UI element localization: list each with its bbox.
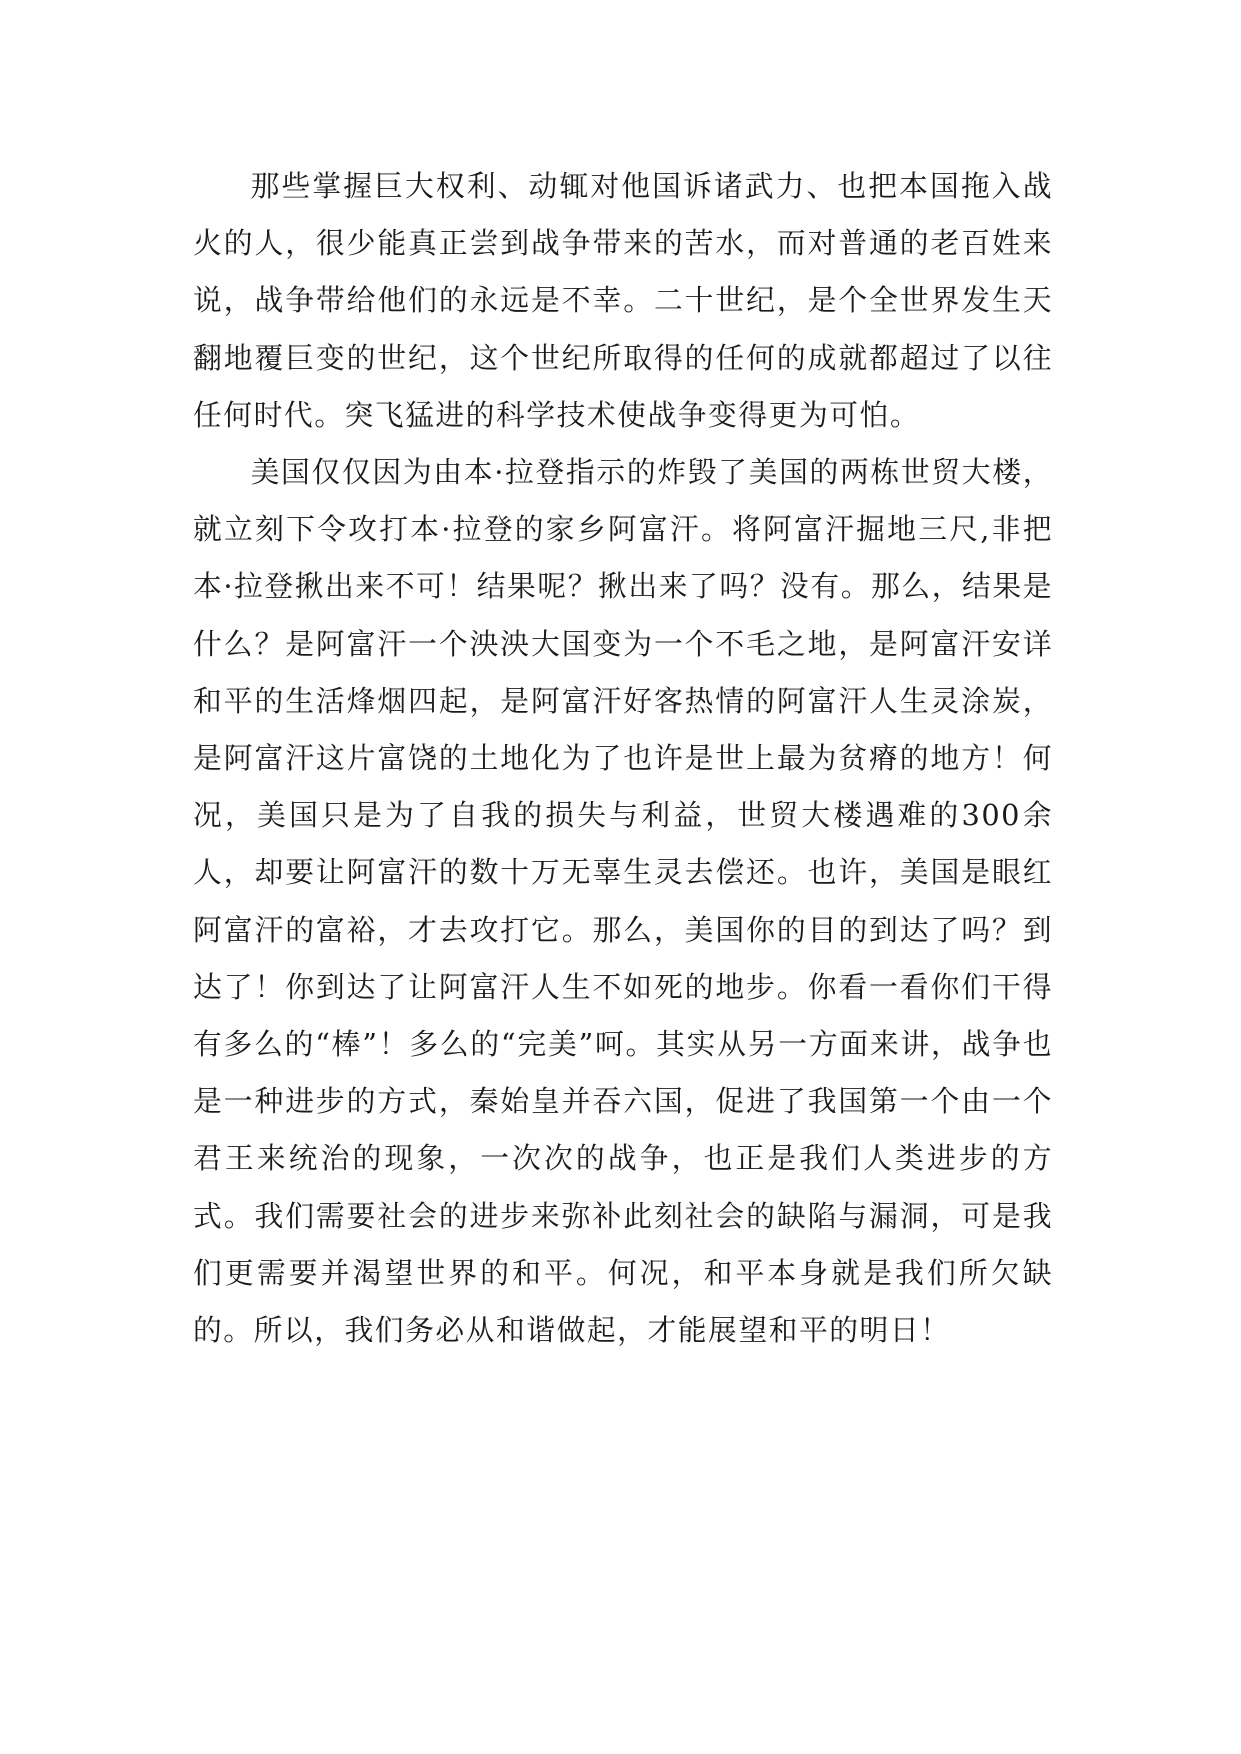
paragraph-2: 美国仅仅因为由本·拉登指示的炸毁了美国的两栋世贸大楼， 就立刻下令攻打本·拉登的家乡阿富汗。将阿富汗掘地三尺,非把本·拉登揪出来不可！结果呢？揪出来了吗？没有。那么，结果是什么？是阿富汗一个泱泱大国变为一个不毛之地，是阿富汗安详和平的生活烽烟四起，是阿富汗好客热情的阿富汗人生灵涂炭，是阿富汗这片富饶的土地化为了也许是世上最为贫瘠的地方！何况，美国只是为了自我的损失与利益，世贸大楼遇难的300余人，却要让阿富汗的数十万无辜生灵去偿还。也许，美国是眼红阿富汗的富裕，才去攻打它。那么，美国你的目的到达了吗？到达了！你到达了让阿富汗人生不如死的地步。你看一看你们干得有多么的“棒”！多么的“完美”呵。其实从另一方面来讲，战争也是一种进步的方式，秦始皇并吞六国，促进了我国第一个由一个君王来统治的现象，一次次的战争，也正是我们人类进步的方式。我们需要社会的进步来弥补此刻社会的缺陷与漏洞，可是我们更需要并渴望世界的和平。何况，和平本身就是我们所欠缺的。所以，我们务必从和谐做起，才能展望和平的明日！ (193, 455, 1053, 1348)
document-body (193, 158, 1053, 1359)
paragraph-1: 那些掌握巨大权利、动辄对他国诉诸武力、也把本国拖入战火的人，很少能真正尝到战争带来的苦水，而对普通的老百姓来说，战争带给他们的永远是不幸。二十世纪，是个全世界发生天翻地覆巨变的世纪，这个世纪所取得的任何的成就都超过了以往任何时代。突飞猛进的科学技术使战争变得更为可怕。 (193, 169, 1053, 432)
